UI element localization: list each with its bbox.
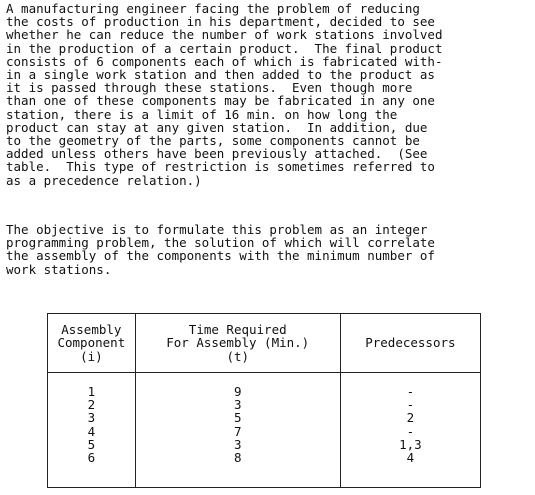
predecessors-column <box>340 373 480 488</box>
predecessor-cell: - <box>406 384 415 399</box>
text-line: as a precedence relation.) <box>6 172 202 188</box>
text-line: The objective is to formulate this problem as an integer <box>6 222 428 237</box>
text-line: added unless others have been previously attached. (See <box>6 146 428 162</box>
component-cell: 1 <box>87 384 96 399</box>
component-cell: 2 <box>87 397 96 413</box>
component-column <box>48 373 136 488</box>
table-body-row <box>48 373 481 488</box>
time-cell: 8 <box>233 449 242 465</box>
text-line: the assembly of the components with the minimum number of <box>6 248 435 264</box>
header-predecessors: Predecessors <box>340 314 480 373</box>
text-line: the costs of production in his department, decided to see <box>6 14 435 30</box>
predecessor-cell: 4 <box>406 449 415 465</box>
time-cell: 3 <box>233 397 242 413</box>
text-line: than one of these components may be fabricated in any one <box>6 93 435 109</box>
text-line: consists of 6 components each of which is fabricated with- <box>6 53 443 69</box>
text-line: it is passed through these stations. Even though more <box>6 80 413 96</box>
time-cell: 7 <box>233 423 242 439</box>
predecessor-cell: 1,3 <box>399 436 422 452</box>
predecessor-cell: - <box>406 423 415 439</box>
text-line: A manufacturing engineer facing the problem of reducing <box>6 1 420 16</box>
time-cell: 5 <box>233 410 242 426</box>
header-assembly-component: Assembly Component (i) <box>48 314 136 373</box>
text-line: to the geometry of the parts, some components cannot be <box>6 133 420 149</box>
time-cell: 9 <box>233 384 242 399</box>
text-line: in a single work station and then added to the product as <box>6 67 435 83</box>
predecessor-cell: - <box>406 397 415 413</box>
text-line: table. This type of restriction is sometimes referred to <box>6 159 435 175</box>
text-line: station, there is a limit of 16 min. on how long the <box>6 106 398 122</box>
predecessor-cell: 2 <box>406 410 415 426</box>
time-column <box>135 373 340 488</box>
header-time-required: Time Required For Assembly (Min.) (t) <box>135 314 340 373</box>
component-cell: 6 <box>87 449 96 465</box>
text-line: work stations. <box>6 261 112 277</box>
text-line: in the production of a certain product. The final product <box>6 40 443 56</box>
table-header-row <box>48 314 481 373</box>
text-line: product can stay at any given station. In addition, due <box>6 119 428 135</box>
problem-description-paragraph <box>6 2 443 187</box>
time-cell: 3 <box>233 436 242 452</box>
assembly-table <box>47 313 481 488</box>
objective-paragraph <box>6 223 435 276</box>
text-line: whether he can reduce the number of work stations involved <box>6 27 443 43</box>
text-line: programming problem, the solution of which will correlate <box>6 235 435 251</box>
component-cell: 3 <box>87 410 96 426</box>
component-cell: 4 <box>87 423 96 439</box>
component-cell: 5 <box>87 436 96 452</box>
